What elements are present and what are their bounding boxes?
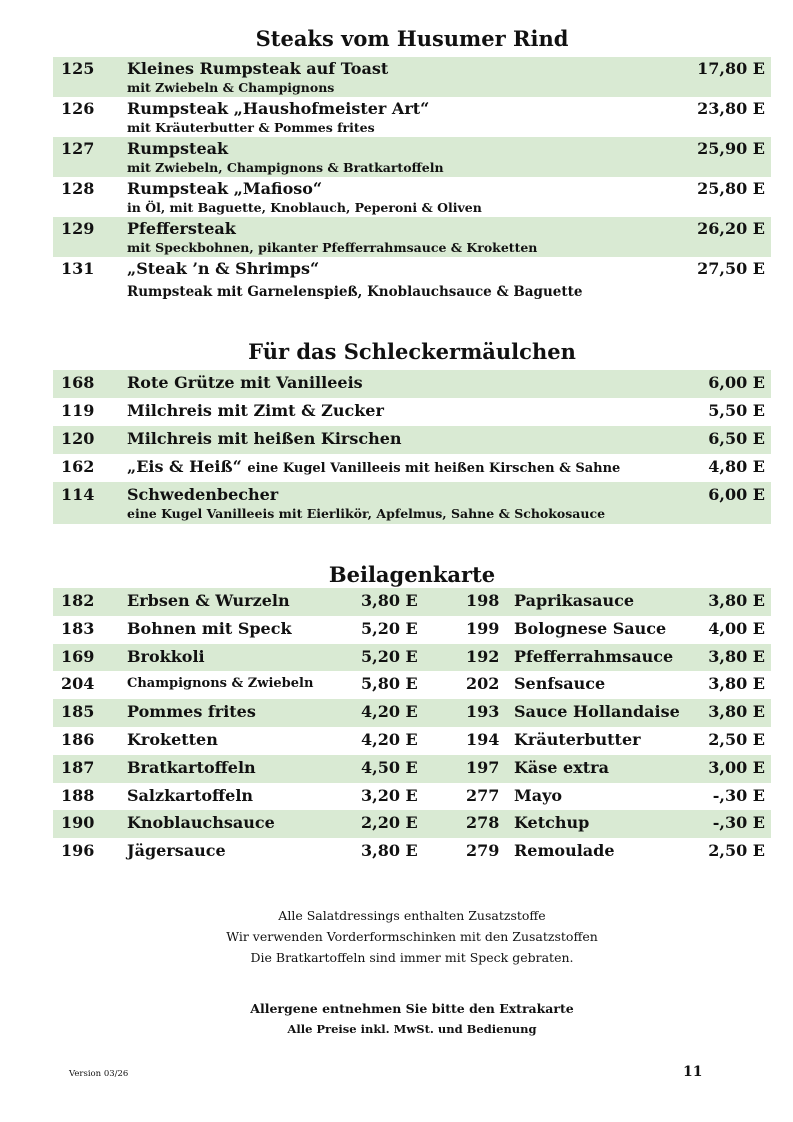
side-number: 194 <box>466 729 500 749</box>
version-label: Version 03/26 <box>69 1069 129 1079</box>
item-number: 128 <box>61 179 95 198</box>
steaks-table <box>53 57 771 305</box>
side-number: 198 <box>466 591 500 610</box>
menu-row <box>53 482 771 524</box>
side-number: 278 <box>466 813 500 833</box>
item-price: 25,90 E <box>697 139 765 158</box>
item-name <box>127 429 402 448</box>
menu-row <box>53 97 771 137</box>
side-name: Bratkartoffeln <box>127 757 256 777</box>
side-name: Käse extra <box>514 757 609 777</box>
item-name <box>127 373 363 392</box>
side-name: Erbsen & Wurzeln <box>127 591 290 610</box>
menu-row <box>53 370 771 398</box>
sides-title: Beilagenkarte <box>328 562 496 587</box>
side-name: Bohnen mit Speck <box>127 618 292 638</box>
side-name: Senfsauce <box>514 674 606 694</box>
side-price: 3,80 E <box>708 591 765 610</box>
side-name: Sauce Hollandaise <box>514 702 680 722</box>
item-name-text: Milchreis mit Zimt & Zucker <box>127 401 384 420</box>
item-name-text: „Eis & Heiß“ <box>127 457 242 476</box>
item-description: mit Speckbohnen, pikanter Pfefferrahmsauce & Kroketten <box>127 240 538 255</box>
side-number: 204 <box>61 674 95 694</box>
desserts-title: Für das Schleckermäulchen <box>248 339 576 364</box>
menu-row <box>53 57 771 97</box>
item-name: Pfeffersteak <box>127 219 236 238</box>
item-price: 4,80 E <box>708 457 765 476</box>
page-number: 11 <box>683 1064 703 1080</box>
side-name: Jägersauce <box>127 841 226 861</box>
side-number: 190 <box>61 813 95 833</box>
side-price: 2,50 E <box>708 841 765 861</box>
menu-row <box>53 699 771 727</box>
item-number: 162 <box>61 457 95 476</box>
item-name: Rumpsteak <box>127 139 229 158</box>
footer-note: Wir verwenden Vorderformschinken mit den Zusatzstoffen <box>226 929 598 944</box>
item-number: 125 <box>61 59 95 78</box>
item-number: 120 <box>61 429 95 448</box>
side-price: -,30 E <box>712 813 765 833</box>
item-description: mit Zwiebeln & Champignons <box>127 80 335 95</box>
item-description: mit Kräuterbutter & Pommes frites <box>127 120 375 135</box>
side-number: 188 <box>61 785 95 805</box>
item-inline-description: eine Kugel Vanilleeis mit heißen Kirschen & Sahne <box>247 461 621 476</box>
item-price: 6,00 E <box>708 373 765 392</box>
side-number: 196 <box>61 841 95 861</box>
side-name: Champignons & Zwiebeln <box>127 676 314 692</box>
menu-row <box>53 588 771 616</box>
menu-row <box>53 454 771 482</box>
side-name: Brokkoli <box>127 646 205 666</box>
side-number: 193 <box>466 702 500 722</box>
side-price: 3,80 E <box>708 702 765 722</box>
side-price: 3,20 E <box>361 785 418 805</box>
side-name: Pfefferrahmsauce <box>514 646 674 666</box>
side-number: 185 <box>61 702 95 722</box>
item-description: in Öl, mit Baguette, Knoblauch, Peperoni & Oliven <box>127 200 482 215</box>
side-name: Remoulade <box>514 841 615 861</box>
side-name: Pommes frites <box>127 702 256 722</box>
menu-row <box>53 783 771 811</box>
item-name: Rumpsteak „Mafioso“ <box>127 179 323 198</box>
item-name <box>127 457 620 476</box>
item-name-text: Rote Grütze mit Vanilleeis <box>127 373 363 392</box>
side-name: Paprikasauce <box>514 591 635 610</box>
item-number: 127 <box>61 139 95 158</box>
menu-row <box>53 671 771 699</box>
side-price: 3,80 E <box>361 841 418 861</box>
side-price: 3,80 E <box>708 646 765 666</box>
sides-table <box>53 588 771 866</box>
side-price: 4,00 E <box>708 618 765 638</box>
side-price: 4,20 E <box>361 729 418 749</box>
side-number: 279 <box>466 841 500 861</box>
item-description: Rumpsteak mit Garnelenspieß, Knoblauchsauce & Baguette <box>127 284 583 300</box>
menu-row <box>53 398 771 426</box>
item-number: 114 <box>61 485 95 504</box>
item-number: 168 <box>61 373 95 392</box>
side-price: 4,20 E <box>361 702 418 722</box>
item-number: 131 <box>61 259 95 278</box>
side-number: 197 <box>466 757 500 777</box>
desserts-table <box>53 370 771 524</box>
price-note: Alle Preise inkl. MwSt. und Bedienung <box>287 1022 537 1036</box>
item-price: 6,50 E <box>708 429 765 448</box>
side-name: Salzkartoffeln <box>127 785 254 805</box>
side-name: Bolognese Sauce <box>514 618 667 638</box>
side-number: 277 <box>466 785 500 805</box>
side-price: 5,20 E <box>361 618 418 638</box>
side-name: Knoblauchsauce <box>127 813 275 833</box>
item-price: 6,00 E <box>708 485 765 504</box>
item-name-text: Milchreis mit heißen Kirschen <box>127 429 402 448</box>
menu-row <box>53 616 771 644</box>
item-price: 5,50 E <box>708 401 765 420</box>
menu-row <box>53 727 771 755</box>
item-name-text: Schwedenbecher <box>127 485 279 504</box>
footer-note: Alle Salatdressings enthalten Zusatzstoffe <box>278 908 546 923</box>
item-number: 129 <box>61 219 95 238</box>
item-number: 126 <box>61 99 95 118</box>
side-number: 199 <box>466 618 500 638</box>
allergen-note: Allergene entnehmen Sie bitte den Extrakarte <box>250 1001 574 1016</box>
item-name <box>127 485 278 504</box>
side-price: 5,80 E <box>361 674 418 694</box>
side-price: 3,80 E <box>708 674 765 694</box>
menu-row <box>53 426 771 454</box>
side-number: 182 <box>61 591 95 610</box>
side-number: 169 <box>61 646 95 666</box>
item-name: Kleines Rumpsteak auf Toast <box>127 59 389 78</box>
side-name: Ketchup <box>514 813 590 833</box>
side-number: 202 <box>466 674 500 694</box>
side-name: Mayo <box>514 785 563 805</box>
menu-row <box>53 644 771 672</box>
item-price: 26,20 E <box>697 219 765 238</box>
menu-row <box>53 810 771 838</box>
item-price: 25,80 E <box>697 179 765 198</box>
item-name <box>127 401 384 420</box>
side-price: 5,20 E <box>361 646 418 666</box>
item-name: Rumpsteak „Haushofmeister Art“ <box>127 99 430 118</box>
side-price: 4,50 E <box>361 757 418 777</box>
side-price: 3,00 E <box>708 757 765 777</box>
item-price: 27,50 E <box>697 259 765 278</box>
side-number: 192 <box>466 646 500 666</box>
item-name: „Steak ’n & Shrimps“ <box>127 259 320 278</box>
side-price: 3,80 E <box>361 591 418 610</box>
footer-note: Die Bratkartoffeln sind immer mit Speck gebraten. <box>250 950 574 965</box>
menu-row <box>53 177 771 217</box>
menu-row <box>53 137 771 177</box>
side-price: 2,50 E <box>708 729 765 749</box>
side-price: 2,20 E <box>361 813 418 833</box>
item-price: 23,80 E <box>697 99 765 118</box>
steaks-title: Steaks vom Husumer Rind <box>255 26 569 51</box>
side-number: 187 <box>61 757 95 777</box>
item-number: 119 <box>61 401 95 420</box>
menu-row <box>53 755 771 783</box>
side-name: Kroketten <box>127 729 218 749</box>
menu-row <box>53 257 771 305</box>
item-description: mit Zwiebeln, Champignons & Bratkartoffeln <box>127 160 444 175</box>
item-description: eine Kugel Vanilleeis mit Eierlikör, Apfelmus, Sahne & Schokosauce <box>127 506 606 521</box>
side-number: 183 <box>61 618 95 638</box>
menu-row <box>53 838 771 866</box>
item-price: 17,80 E <box>697 59 765 78</box>
menu-row <box>53 217 771 257</box>
side-price: -,30 E <box>712 785 765 805</box>
side-number: 186 <box>61 729 95 749</box>
side-name: Kräuterbutter <box>514 729 641 749</box>
